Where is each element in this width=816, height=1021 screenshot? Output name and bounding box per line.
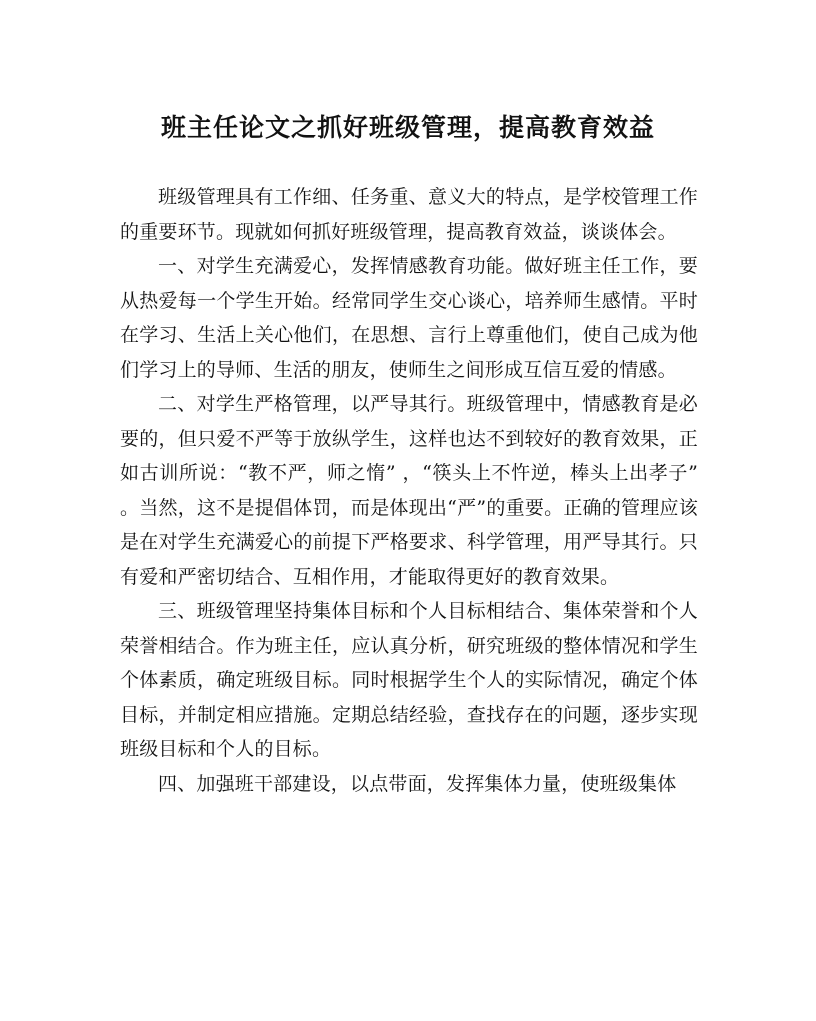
paragraph-point-2: 二、对学生严格管理，以严导其行。班级管理中，情感教育是必要的，但只爱不严等于放纵学生，这样也达不到较好的教育效果，正如古训所说：“教不严，师之惰” ，“筷头上不忤逆，棒头上出孝子” 。当然，这不是提倡体罚，而是体现出“严”的重要。正确的管理应该是在对学生充满爱心的前提下严格要求、科学管理，用严导其行。只有爱和严密切结合、互相作用，才能取得更好的教育效果。 (120, 393, 698, 588)
paragraph-point-4: 四、加强班干部建设，以点带面，发挥集体力量，使班级集体 (158, 772, 677, 795)
paragraph-intro: 班级管理具有工作细、任务重、意义大的特点，是学校管理工作的重要环节。现就如何抓好班级管理，提高教育效益，谈谈体会。 (120, 186, 698, 243)
paragraph-point-1: 一、对学生充满爱心，发挥情感教育功能。做好班主任工作，要从热爱每一个学生开始。经常同学生交心谈心，培养师生感情。平时在学习、生活上关心他们，在思想、言行上尊重他们，使自己成为他们学习上的导师、生活的朋友，使师生之间形成互信互爱的情感。 (120, 255, 698, 381)
document-title: 班主任论文之抓好班级管理，提高教育效益 (160, 113, 655, 142)
paragraph-point-3: 三、班级管理坚持集体目标和个人目标相结合、集体荣誉和个人荣誉相结合。作为班主任，应认真分析，研究班级的整体情况和学生个体素质，确定班级目标。同时根据学生个人的实际情况，确定个体目标，并制定相应措施。定期总结经验，查找存在的问题，逐步实现班级目标和个人的目标。 (120, 600, 698, 760)
document-body (120, 180, 698, 801)
